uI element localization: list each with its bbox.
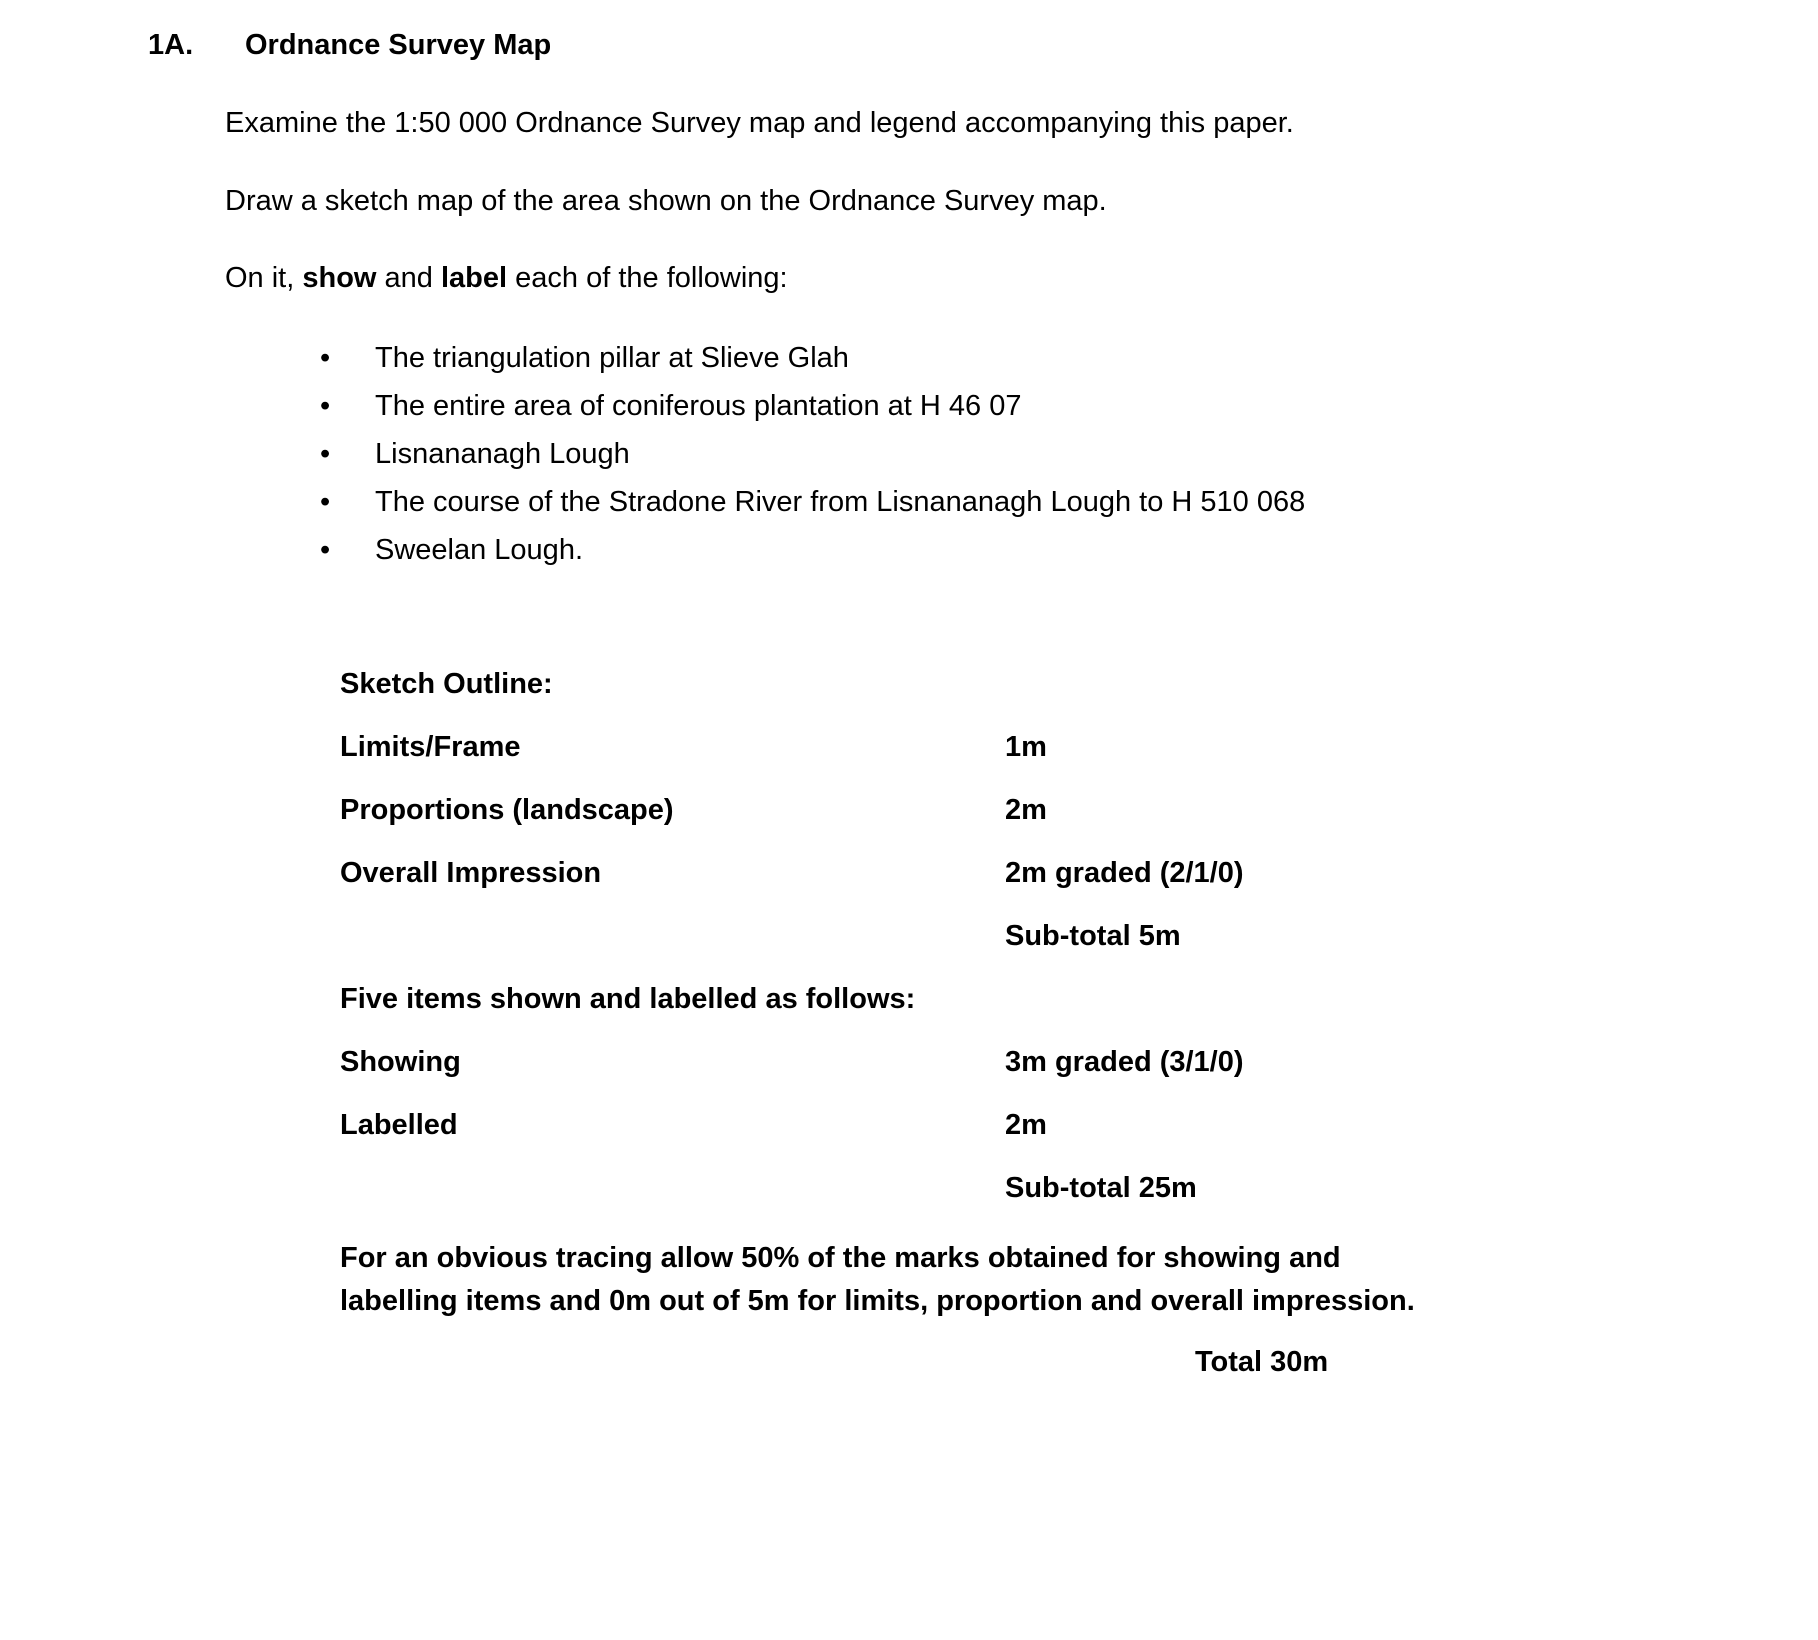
- question-number: 1A.: [148, 29, 194, 61]
- marks-label: Showing: [340, 1046, 461, 1079]
- marks-label: Labelled: [340, 1109, 458, 1142]
- question-heading: [148, 28, 1818, 63]
- marks-value: 2m graded (2/1/0): [1005, 857, 1244, 890]
- text-segment: and: [376, 262, 441, 295]
- marks-row: [340, 859, 1818, 888]
- marks-label: [340, 1174, 1005, 1203]
- bold-word-label: label: [440, 262, 508, 295]
- marks-subtotal-row: [340, 1174, 1818, 1203]
- total-marks: Total 30m: [1195, 1346, 1329, 1379]
- list-item: • The entire area of coniferous plantation at H 46 07: [225, 382, 1818, 430]
- tracing-note: For an obvious tracing allow 50% of the marks obtained for showing and labelling items and 0m out of 5m for limits, proportion and overall impression.: [340, 1242, 1415, 1318]
- marks-value: [1005, 670, 1818, 699]
- marks-row: [340, 1048, 1818, 1077]
- bold-word-show: show: [302, 262, 377, 295]
- list-item: • Sweelan Lough.: [225, 526, 1818, 574]
- subtotal-value: Sub-total 25m: [1005, 1172, 1197, 1205]
- requirements-list: [225, 334, 1818, 574]
- marks-value: 3m graded (3/1/0): [1005, 1046, 1244, 1079]
- marks-label: Overall Impression: [340, 857, 602, 890]
- five-items-title: Five items shown and labelled as follows:: [340, 983, 916, 1016]
- marks-label: Proportions (landscape): [340, 794, 674, 827]
- intro-paragraph-show-label: [225, 261, 1818, 296]
- marks-section-title-row: [340, 985, 1818, 1014]
- text-segment: each of the following:: [507, 262, 788, 295]
- marks-label: Limits/Frame: [340, 731, 521, 764]
- list-item: • The triangulation pillar at Slieve Glah: [225, 334, 1818, 382]
- marks-subtotal-row: [340, 922, 1818, 951]
- sketch-outline-title: Sketch Outline:: [340, 668, 553, 701]
- marks-row: [340, 733, 1818, 762]
- marks-value: 1m: [1005, 731, 1047, 764]
- marking-scheme: [340, 670, 1818, 1203]
- question-title: Ordnance Survey Map: [245, 29, 552, 61]
- list-item: • The course of the Stradone River from Lisnananagh Lough to H 510 068: [225, 478, 1818, 526]
- intro-paragraph-examine: Examine the 1:50 000 Ordnance Survey map and legend accompanying this paper.: [225, 106, 1294, 139]
- marks-row: [340, 796, 1818, 825]
- marks-value: 2m: [1005, 794, 1047, 827]
- marks-value: 2m: [1005, 1109, 1047, 1142]
- marks-value: [1005, 985, 1818, 1014]
- document-page: [0, 28, 1818, 1640]
- marks-row: [340, 1111, 1818, 1140]
- intro-paragraph-draw: Draw a sketch map of the area shown on the Ordnance Survey map.: [225, 184, 1107, 217]
- list-item: • Lisnananagh Lough: [225, 430, 1818, 478]
- marks-label: [340, 922, 1005, 951]
- text-segment: On it,: [225, 262, 303, 295]
- marks-section-title-row: [340, 670, 1818, 699]
- subtotal-value: Sub-total 5m: [1005, 920, 1181, 953]
